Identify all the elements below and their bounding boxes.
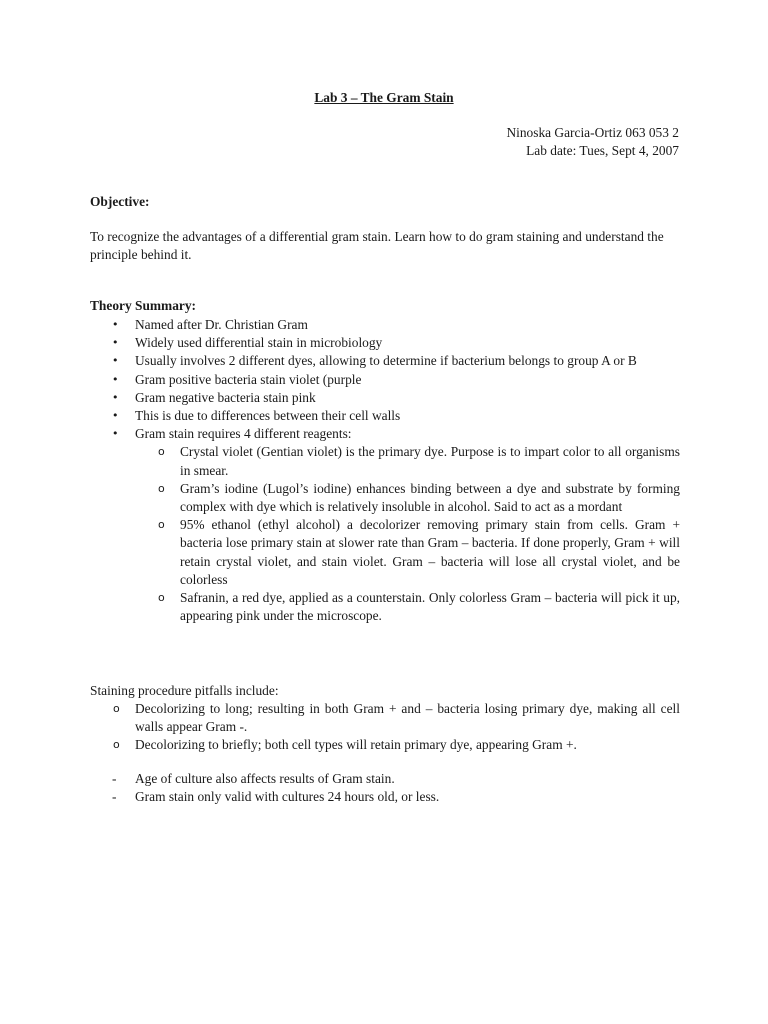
list-item-text: Gram stain requires 4 different reagents: xyxy=(135,426,352,442)
circle-bullet-icon: o xyxy=(113,702,120,715)
list-item-text: Gram positive bacteria stain violet (purple xyxy=(135,371,362,387)
reagent-item xyxy=(135,589,680,625)
pitfall-text: Decolorizing to long; resulting in both Gram + and – bacteria losing primary dye, making all cell walls appear Gram -. xyxy=(135,701,680,735)
reagent-list xyxy=(135,443,680,625)
theory-list xyxy=(90,316,680,625)
circle-bullet-icon: o xyxy=(158,445,165,459)
note-text: Age of culture also affects results of Gram stain. xyxy=(135,771,395,786)
pitfall-text: Decolorizing to briefly; both cell types will retain primary dye, appearing Gram +. xyxy=(135,737,577,753)
theory-heading: Theory Summary: xyxy=(90,298,197,313)
list-item xyxy=(90,371,680,389)
list-item-text: This is due to differences between their cell walls xyxy=(135,408,401,424)
list-item-text: Widely used differential stain in microbiology xyxy=(135,335,383,351)
bullet-icon: • xyxy=(112,427,119,441)
notes-list xyxy=(90,770,680,806)
reagent-text: 95% ethanol (ethyl alcohol) a decolorizer removing primary stain from cells. Gram + bacteria lose primary stain at slower rate than Gram – bacteria. If done properly, Gram + will retain crystal violet, and stain violet. Gram – bacteria will lose all crystal violet, and be colorless xyxy=(180,517,680,587)
reagent-text: Safranin, a red dye, applied as a counterstain. Only colorless Gram – bacteria will pick it up, appearing pink under the microscope. xyxy=(180,590,680,624)
note-text: Gram stain only valid with cultures 24 hours old, or less. xyxy=(135,789,440,805)
bullet-icon: • xyxy=(112,372,119,386)
pitfall-item xyxy=(90,736,680,754)
circle-bullet-icon: o xyxy=(158,518,165,532)
bullet-icon: • xyxy=(112,354,119,368)
objective-text: To recognize the advantages of a differential gram stain. Learn how to do gram staining and understand the principle behind it. xyxy=(90,229,664,263)
pitfall-item xyxy=(90,700,680,736)
author-line: Ninoska Garcia-Ortiz 063 053 2 xyxy=(506,125,679,140)
pitfalls-heading: Staining procedure pitfalls include: xyxy=(90,683,279,698)
list-item-text: Usually involves 2 different dyes, allowing to determine if bacterium belongs to group A or B xyxy=(135,353,637,369)
document-title: Lab 3 – The Gram Stain xyxy=(314,90,454,105)
list-item xyxy=(90,425,680,625)
reagent-text: Gram’s iodine (Lugol’s iodine) enhances binding between a dye and substrate by forming complex with dye which is relatively insoluble in alcohol. Said to act as a mordant xyxy=(180,480,680,515)
circle-bullet-icon: o xyxy=(113,738,120,752)
bullet-icon: • xyxy=(112,318,119,331)
reagent-item xyxy=(135,516,680,589)
objective-heading: Objective: xyxy=(90,194,150,209)
bullet-icon: • xyxy=(112,336,119,350)
list-item xyxy=(90,316,680,334)
circle-bullet-icon: o xyxy=(158,481,165,495)
dash-bullet-icon: - xyxy=(112,789,117,805)
note-item xyxy=(90,788,680,806)
lab-date: Lab date: Tues, Sept 4, 2007 xyxy=(526,143,679,159)
bullet-icon: • xyxy=(112,390,119,404)
reagent-item xyxy=(135,480,680,516)
list-item xyxy=(90,389,680,407)
author-block xyxy=(506,124,679,160)
list-item xyxy=(90,407,680,425)
circle-bullet-icon: o xyxy=(158,591,165,605)
note-item xyxy=(90,770,680,788)
list-item-text: Gram negative bacteria stain pink xyxy=(135,389,316,405)
list-item xyxy=(90,334,680,352)
dash-bullet-icon: - xyxy=(112,771,117,786)
bullet-icon: • xyxy=(112,409,119,423)
list-item xyxy=(90,352,680,370)
reagent-item xyxy=(135,443,680,479)
list-item-text: Named after Dr. Christian Gram xyxy=(135,317,308,332)
pitfalls-list xyxy=(90,700,680,755)
reagent-text: Crystal violet (Gentian violet) is the primary dye. Purpose is to impart color to all organisms in smear. xyxy=(180,444,680,478)
